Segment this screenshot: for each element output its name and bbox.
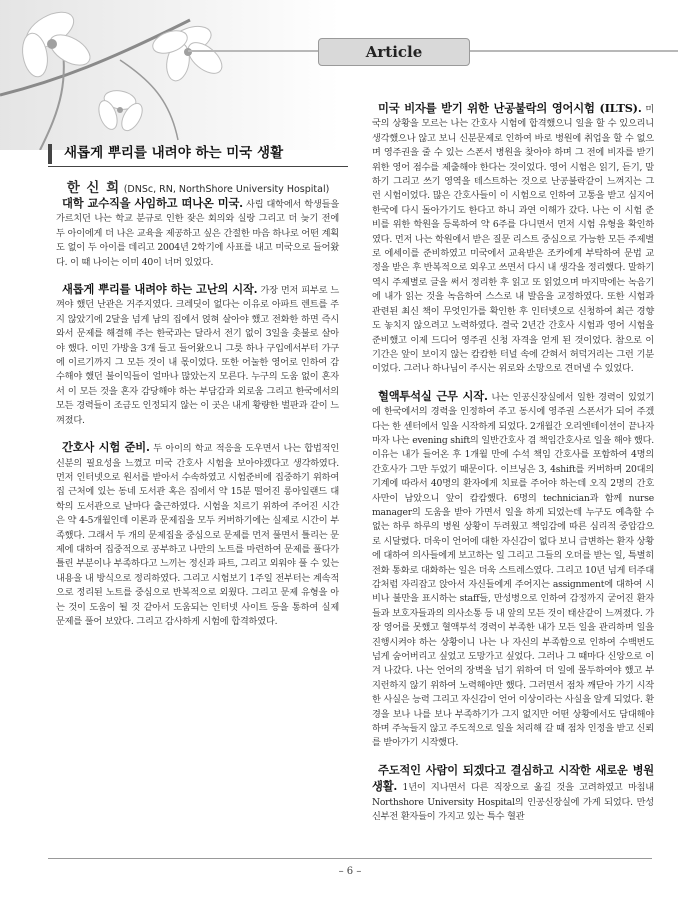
article-section-label: Article xyxy=(318,38,470,66)
paragraph-body: 사립 대학에서 학생들을 가르치던 나는 학교 분규로 인한 잦은 회의와 실랑 그리고 더 늦기 전에 두 아이에게 더 나은 교육을 제공하고 싶은 간절한 마음 하나로 어떤 계획도 없이 두 아이를 데리고 2004년 2학기에 사표를 내고 미국으로 들어왔다. 이 때 나이는 이미 40이 너머 있었다. xyxy=(56,199,339,268)
paragraph-lead: 미국 비자를 받기 위한 난공불락의 영어시험 (ILTS). xyxy=(378,101,642,115)
article-title: 새롭게 뿌리를 내려야 하는 미국 생활 xyxy=(64,145,284,161)
author-name: 한 신 희 xyxy=(66,180,121,196)
right-column xyxy=(372,101,654,837)
author-affiliation: (DNSc, RN, NorthShore University Hospital) xyxy=(123,184,330,195)
paragraph xyxy=(372,389,654,751)
flower-decoration xyxy=(0,0,340,150)
left-column xyxy=(56,196,339,641)
paragraph-lead: 대학 교수직을 사임하고 떠나온 미국. xyxy=(62,196,243,210)
author-line xyxy=(48,176,348,196)
footer-rule xyxy=(48,858,652,859)
paragraph-lead: 새롭게 뿌리를 내려야 하는 고난의 시작. xyxy=(62,282,258,297)
paragraph-body: 1년이 지나면서 다른 직장으로 옮길 것을 고려하였고 마침내 Northshore University Hospital의 인공신장실에 가게 되었다. 만성 신부전 환자들이 가지고 있는 특수 혈관 xyxy=(372,782,654,823)
article-title-block xyxy=(48,142,348,196)
paragraph-body: 미국의 상황을 모르는 나는 간호사 시험에 합격했으니 일을 할 수 있으리니 생각했으나 않고 보니 신분문제로 인하여 바로 병원에 취업을 할 수 없으며 영주권을 줄 수 있는 스폰서 병원을 찾아야 하며 그 전에 비자를 받기 위한 영어 점수를 제출해야 한다는 것이었다. 영어 시험은 읽기, 듣기, 말하기 그리고 쓰기 영역을 테스트하는 것으로 난공불락같이 느껴지는 그런 시험이었다. 많은 간호사들이 이 시험으로 인하여 고통을 받고 심지어 한국에 다시 돌아가기도 한다고 하니 과연 이해가 갔다. 나는 이 시험 준비를 위한 학원을 등록하여 약 6주를 다니면서 먼저 시험 유형을 확인하였다. 먼저 나는 학원에서 받은 질문 리스트 중심으로 가능한 모든 주제별로 에세이를 준비하였고 미국에서 교육받은 조카에게 부탁하여 문법 교정을 받은 후 반복적으로 외우고 쓰면서 다시 내 생각을 정리했다. 말하기 역시 주제별로 글을 써서 정리한 후 읽고 또 읽었으며 마지막에는 녹음기에 내가 읽는 것을 녹음하여 스스로 내 발음을 교정하였다. 또한 시험과 관련된 최신 책이 무엇인가를 확인한 후 인터넷으로 신청하여 최근 경향도 놓치지 않으려고 노력하였다. 결국 2년간 간호사 시험과 영어 시험을 준비했고 이제 드디어 영주권 신청 자격을 얻게 된 것이었다. 참으로 이 기간은 앞이 보이지 않는 캄캄한 터널 속에 갇혀서 허덕거리는 그런 기분이었다. 그러나 하나님이 주시는 위로와 소망으로 견뎌낼 수 있었다. xyxy=(372,104,654,375)
title-underline xyxy=(48,166,348,167)
paragraph-lead: 간호사 시험 준비. xyxy=(62,440,150,455)
paragraph xyxy=(372,763,654,825)
paragraph xyxy=(372,101,654,377)
paragraph-body: 나는 인공신장실에서 일한 경력이 있었기에 한국에서의 경력을 인정하여 주고 동시에 영주권 스폰서가 되어 주겠다는 한 센터에서 일을 시작하게 되었다. 2개월간 오리엔테이션이 끝나자 마자 나는 evening shift의 일반간호사 겸 책임간호사로 일을 해야 했다. 이유는 내가 들어온 후 1개월 만에 수석 책임 간호사를 포함하여 4명의 간호사가 그만 두었기 때문이다. 이브닝은 3, 4shift를 커버하며 20대의 기계에 따라서 40명의 환자에게 치료를 주어야 하는데 오직 2명의 간호사만이 남았으니 앞이 캄캄했다. 6명의 technician과 함께 nurse manager의 도움을 받아 가면서 일을 하게 되었는데 누구도 예측할 수 없는 하루 하루의 병원 상황이 두려웠고 책임감에 따른 심리적 중압감으로 시달렸다. 더욱이 언어에 대한 자신감이 없다 보니 급변하는 환자 상황에 대하여 의사들에게 보고하는 일 그리고 그들의 오더를 받는 일, 특별히 전화 통화로 대화하는 일은 더욱 스트레스였다. 그리고 10년 넘게 터주대감처럼 자리잡고 앉아서 자신들에게 주어지는 assignment에 대하여 시비나 불만을 표시하는 staff들, 만성병으로 인하여 감정까지 굳어진 환자들과 보호자들과의 의사소통 등 내 앞의 모든 것이 태산같이 느껴졌다. 가장 영어를 못했고 혈액투석 경력이 부족한 내가 모든 일을 관리하며 일을 진행시켜야 하는 상황이니 나는 나 자신의 부족함으로 인하여 수백번도 넘게 숨어버리고 싶었고 도망가고 싶었다. 그러나 그 때마다 신앙으로 이겨 나갔다. 나는 언어의 장벽을 넘기 위하여 더 일에 몰두하여야 했고 부지런하지 않기 위하여 노력해야만 했다. 그러면서 점차 깨닫아 가기 시작한 사실은 능력 그리고 자신감이 언어 이상이라는 사실을 알게 되었다. 환경을 보나 나를 보나 부족하기가 그지 없지만 어떤 상황에서도 담대해야 하며 주눅들지 않고 주도적으로 일을 처리해 갈 때 점차 인정을 받고 신뢰를 받아가기 시작했다. xyxy=(372,391,654,749)
paragraph-lead: 주도적인 사람이 되겠다고 결심하고 시작한 새로운 병원생활. xyxy=(372,762,654,794)
page-number: – 6 – xyxy=(338,866,362,877)
title-accent-bar xyxy=(48,144,52,164)
paragraph xyxy=(56,282,339,428)
paragraph xyxy=(56,440,339,629)
paragraph-body: 가장 먼저 피부로 느껴야 했던 난관은 거주지였다. 크레딧이 없다는 이유로 아파트 렌트를 주지 않았기에 2달을 넘게 남의 집에서 얹혀 살아야 했고 전화한 하면 즉시 와서 문제를 해결해 주는 한국과는 달라서 전기 없이 3일을 촛불로 살아야 했다. 이민 가방을 3개 들고 들어왔으니 그릇 하나 구입에서부터 가구에 이르기까지 그 모든 것이 내 몫이었다. 또한 어눌한 영어로 인하여 감수해야 했던 불이익들이 얼마나 많았는지 모른다. 누구의 도움 없이 혼자서 이 모든 것을 혼자 감당해야 하는 부담감과 외로움 그리고 한국에서의 모든 경력들이 조금도 인정되지 않는 이 곳은 내게 황량한 벌판과 같이 느껴졌다. xyxy=(56,285,339,426)
paragraph-body: 두 아이의 학교 적응을 도우면서 나는 합법적인 신분의 필요성을 느꼈고 미국 간호사 시험을 보아야겠다고 생각하였다. 먼저 인터넷으로 원서를 받아서 수속하였고 시험준비에 집중하기 위하여 집 근처에 있는 동네 도서관 혹은 집에서 약 15분 떨어진 롱아일랜드 대학의 도서관으로 날마다 출근하였다. 시험을 치르기 위하여 주어진 시간은 약 4-5개월인데 이론과 문제집을 모두 커버하기에는 실제로 시간이 부족했다. 그래서 두 개의 문제집을 중심으로 문제를 먼저 풀면서 틀리는 문제에 대하여 집중적으로 공부하고 나만의 노트를 마련하여 문제를 풀다가 틀린 부분이나 부족하다고 느끼는 정신과 파트, 그리고 외워야 풀 수 있는 내용을 내 방식으로 정리하였다. 그리고 시험보기 1주일 전부터는 계속적으로 정리된 노트를 중심으로 반복적으로 외웠다. 그리고 문제 유형을 아는 것이 도움이 될 것 같아서 도움되는 인터넷 사이트 등을 통하여 실제 문제를 풀어 보았다. 그리고 감사하게 시험에 합격하였다. xyxy=(56,443,339,627)
paragraph xyxy=(56,196,339,270)
paragraph-lead: 혈액투석실 근무 시작. xyxy=(378,388,488,403)
